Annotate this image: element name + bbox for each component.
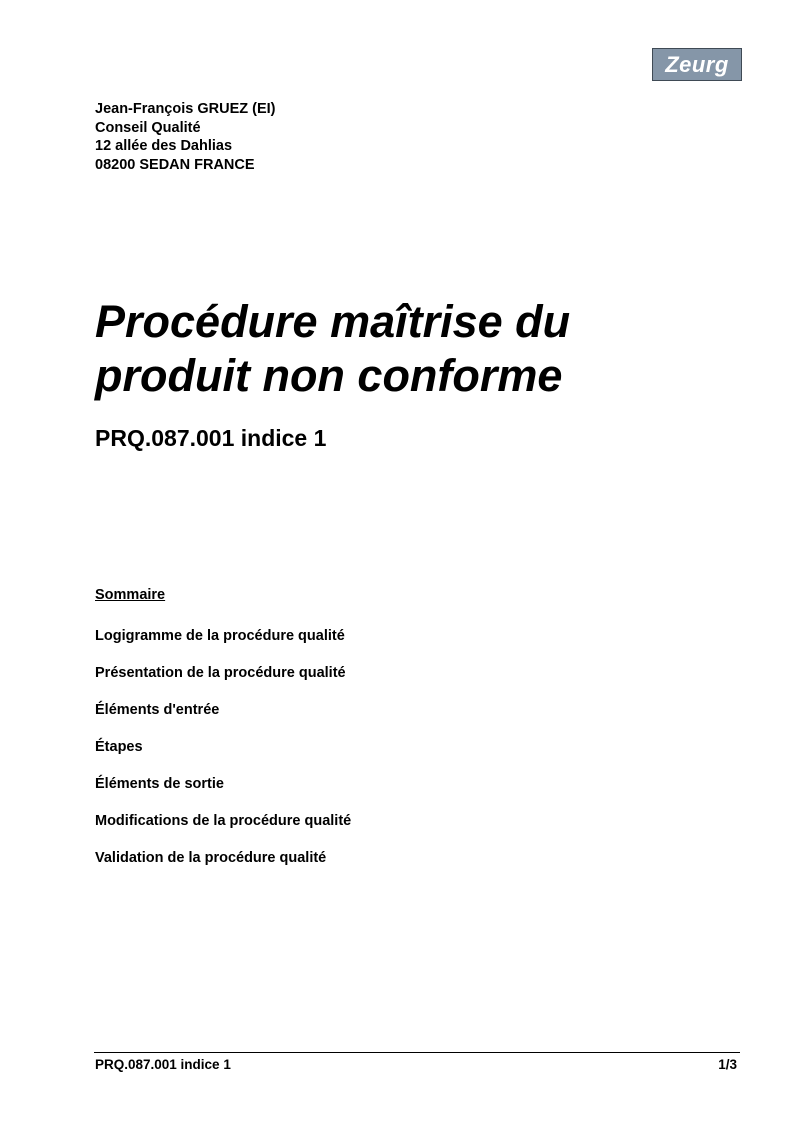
- toc-item-presentation: Présentation de la procédure qualité: [95, 665, 346, 681]
- footer-reference: PRQ.087.001 indice 1: [95, 1057, 231, 1072]
- author-activity: Conseil Qualité: [95, 119, 201, 136]
- author-address-block: [95, 100, 275, 174]
- footer-page-number: 1/3: [718, 1057, 737, 1072]
- toc-item-logigramme: Logigramme de la procédure qualité: [95, 628, 345, 644]
- table-of-contents: [95, 627, 351, 886]
- zeurg-logo: [652, 48, 742, 81]
- author-name: Jean-François GRUEZ (EI): [95, 101, 276, 117]
- toc-heading: Sommaire: [95, 587, 166, 603]
- toc-item-elements-sortie: Éléments de sortie: [95, 776, 224, 792]
- document-reference: PRQ.087.001 indice 1: [95, 425, 327, 451]
- document-title: Procédure maîtrise du produit non conforme: [95, 296, 571, 401]
- toc-item-elements-entree: Éléments d'entrée: [95, 702, 220, 718]
- author-street: 12 allée des Dahlias: [95, 138, 233, 154]
- toc-item-modifications: Modifications de la procédure qualité: [95, 813, 352, 829]
- footer-divider: [94, 1052, 740, 1053]
- author-city: 08200 SEDAN FRANCE: [95, 156, 255, 173]
- toc-item-etapes: Étapes: [95, 739, 143, 755]
- logo-text: Zeurg: [665, 51, 729, 77]
- toc-item-validation: Validation de la procédure qualité: [95, 850, 327, 866]
